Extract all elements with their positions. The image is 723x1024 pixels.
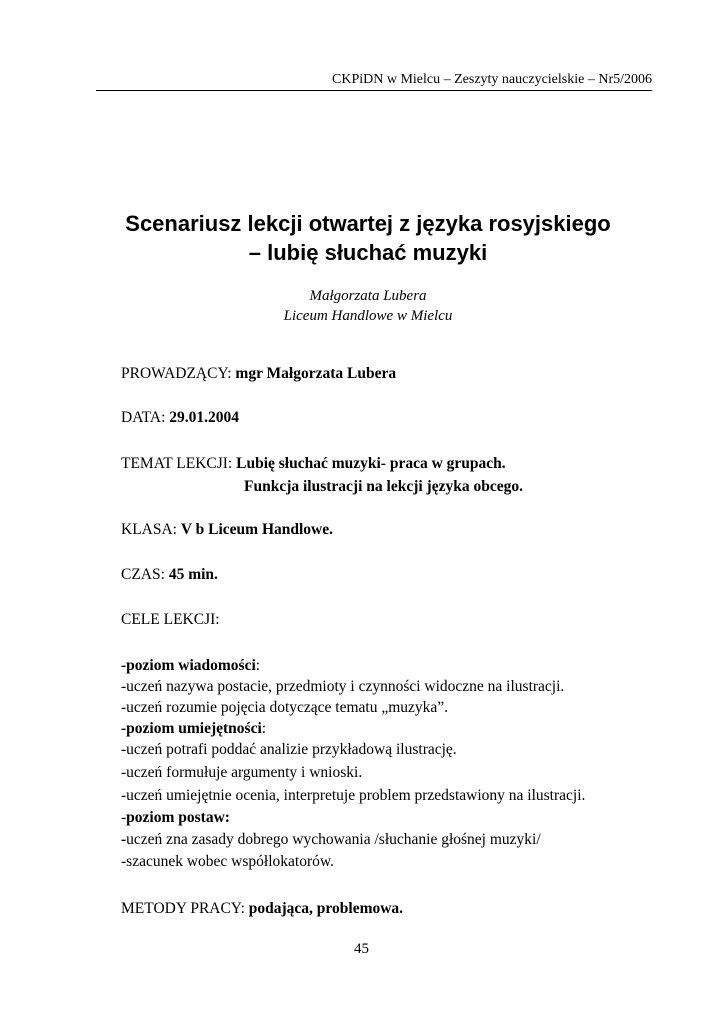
heading-text: -poziom wiadomości (121, 657, 256, 674)
goals-umiejetnosci-heading (121, 719, 266, 738)
item-dash: - (121, 831, 127, 848)
heading-colon: : (255, 657, 261, 674)
field-value: podająca, problemowa. (248, 900, 404, 917)
heading-text: poziom postaw: (126, 809, 230, 826)
field-label: CELE LEKCJI: (121, 611, 220, 628)
goal-item: -uczeń formułuje argumenty i wnioski. (121, 764, 363, 781)
author-block (60, 286, 676, 326)
goal-item: -uczeń potrafi poddać analizie przykładową ilustrację. (121, 741, 457, 758)
field-label: METODY PRACY: (121, 900, 249, 917)
field-czas (121, 565, 218, 584)
field-prowadzacy (121, 364, 396, 383)
field-value: Lubię słuchać muzyki- praca w grupach. (236, 455, 506, 472)
heading-text: -poziom umiejętności (121, 720, 262, 737)
field-label: KLASA: (121, 521, 181, 538)
goal-item: -uczeń rozumie pojęcia dotyczące tematu „muzyka”. (121, 699, 449, 716)
heading-colon: : (261, 720, 267, 737)
field-label: PROWADZĄCY: (121, 365, 236, 382)
goal-item: -uczeń umiejętnie ocenia, interpretuje problem przedstawiony na ilustracji. (121, 787, 586, 804)
field-value: 45 min. (168, 566, 218, 583)
page-number: 45 (354, 941, 369, 957)
author-name: Małgorzata Lubera (309, 288, 427, 304)
document-title (60, 209, 676, 267)
field-metody (121, 899, 403, 918)
field-label: TEMAT LEKCJI: (121, 455, 237, 472)
field-value: mgr Małgorzata Lubera (235, 365, 397, 382)
field-label: DATA: (121, 409, 170, 426)
running-header: CKPiDN w Mielcu – Zeszyty nauczycielskie – Nr5/2006 (96, 72, 652, 91)
field-label: CZAS: (121, 566, 169, 583)
field-temat-continued: Funkcja ilustracji na lekcji języka obcego. (244, 478, 523, 495)
goal-item (121, 830, 541, 849)
field-cele (121, 610, 220, 629)
goal-item: -szacunek wobec współlokatorów. (121, 853, 334, 870)
title-line-2: – lubię słuchać muzyki (248, 240, 488, 265)
item-text: uczeń zna zasady dobrego wychowania /słuchanie głośnej muzyki/ (126, 831, 541, 848)
goal-item: -uczeń nazywa postacie, przedmioty i czynności widoczne na ilustracji. (121, 678, 565, 695)
author-affiliation: Liceum Handlowe w Mielcu (283, 308, 453, 324)
field-data (121, 408, 239, 427)
title-line-1: Scenariusz lekcji otwartej z języka rosyjskiego (125, 211, 611, 236)
field-temat (121, 454, 506, 473)
goals-postaw-heading (121, 808, 230, 827)
field-value: 29.01.2004 (169, 409, 240, 426)
field-value: V b Liceum Handlowe. (180, 521, 334, 538)
heading-dash: - (121, 809, 127, 826)
goals-wiadomosci-heading (121, 656, 260, 675)
field-klasa (121, 520, 333, 539)
